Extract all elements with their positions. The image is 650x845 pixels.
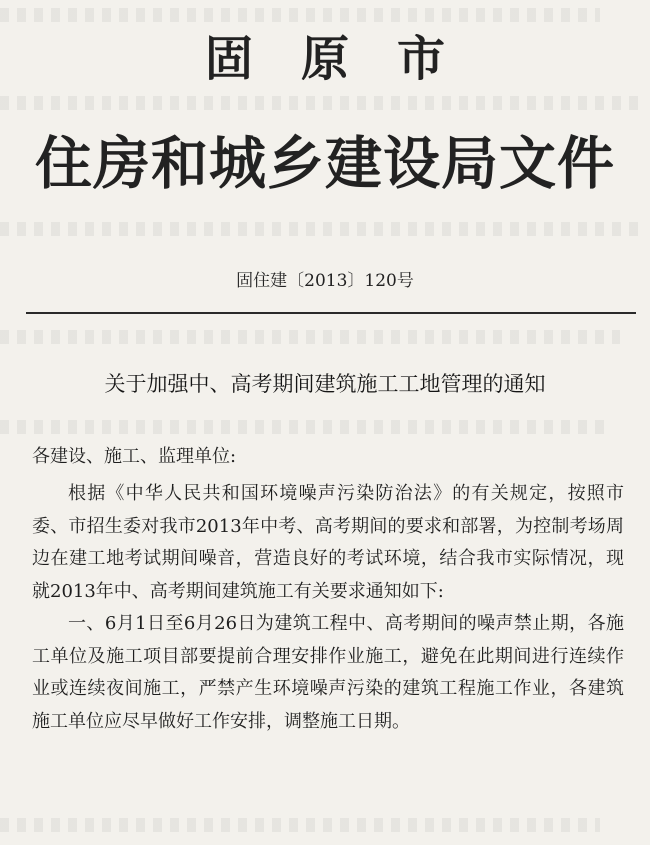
bleed-through-texture bbox=[0, 420, 610, 434]
notice-title: 关于加强中、高考期间建筑施工工地管理的通知 bbox=[104, 372, 546, 396]
header-divider bbox=[26, 312, 636, 314]
letterhead-city: 固原市 bbox=[204, 31, 493, 87]
letterhead-agency: 住房和城乡建设局文件 bbox=[35, 131, 615, 197]
bleed-through-texture bbox=[0, 222, 640, 236]
body-paragraph: 根据《中华人民共和国环境噪声污染防治法》的有关规定，按照市委、市招生委对我市2013年中考、高考期间的要求和部署，为控制考场周边在建工地考试期间噪音，营造良好的考试环境，结合我市实际情况，现就2013年中、高考期间建筑施工有关要求通知如下: bbox=[32, 483, 624, 602]
salutation: 各建设、施工、监理单位: bbox=[32, 446, 237, 467]
bleed-through-texture bbox=[0, 818, 600, 832]
bleed-through-texture bbox=[0, 330, 620, 344]
notice-body bbox=[32, 478, 624, 738]
body-paragraph: 一、6月1日至6月26日为建筑工程中、高考期间的噪声禁止期，各施工单位及施工项目部要提前合理安排作业施工，避免在此期间进行连续作业或连续夜间施工，严禁产生环境噪声污染的建筑工程施工作业，各建筑施工单位应尽早做好工作安排，调整施工日期。 bbox=[32, 613, 624, 732]
document-number: 固住建〔2013〕120号 bbox=[236, 271, 414, 291]
bleed-through-texture bbox=[0, 96, 640, 110]
